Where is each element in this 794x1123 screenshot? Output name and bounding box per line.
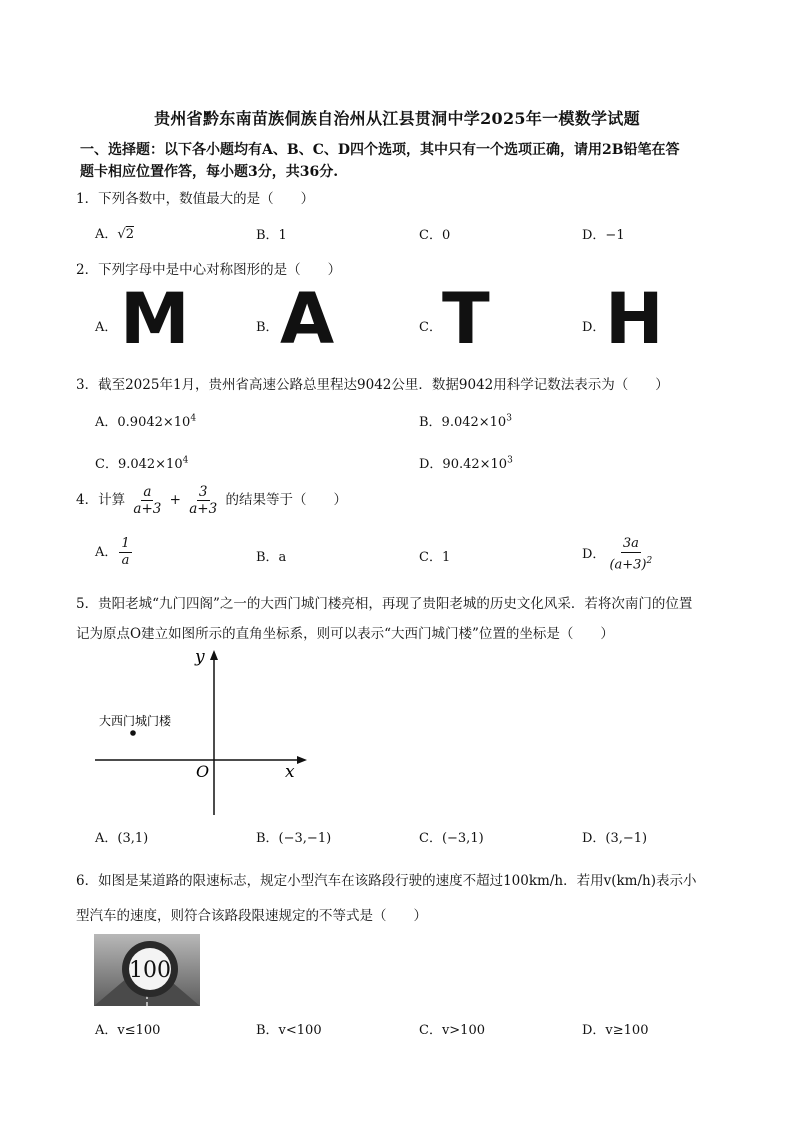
q4-stem-suffix: 的结果等于（ ） [225,492,347,508]
q4-a-num: 1 [121,536,130,551]
y-axis-arrow [210,650,218,660]
q6-option-b[interactable]: B．v<100 [256,1023,322,1038]
q4-option-d[interactable] [582,536,656,573]
q6-option-c[interactable]: C．v>100 [419,1023,485,1038]
point-daximen [130,730,136,736]
q4-frac2-den: a+3 [189,501,218,517]
question-2-stem: 2．下列字母中是中心对称图形的是（ ） [76,262,342,278]
question-4-stem [76,484,347,517]
q1-option-a[interactable] [95,223,134,242]
q4-option-a-label: A． [95,545,118,560]
q1-option-a-label: A． [95,227,118,242]
q4-d-den-exp: 2 [646,556,653,566]
x-axis-label: x [285,762,295,782]
q2-option-b-label[interactable]: B． [256,320,279,335]
letter-a: A [280,278,335,360]
q4-option-a[interactable] [95,536,134,569]
sqrt-symbol: √2 [117,227,134,242]
question-5-line2: 记为原点O建立如图所示的直角坐标系，则可以表示“大西门城门楼”位置的坐标是（ ） [76,626,614,642]
q3-option-d-text: D．90.42×10 [419,457,508,472]
speed-limit-value: 100 [129,958,171,983]
sqrt-radicand: 2 [125,227,134,242]
q4-frac1-num: a [143,484,152,500]
q4-option-a-fraction [119,536,131,569]
section-header-line2: 题卡相应位置作答，每小题3分，共36分. [80,164,339,180]
q4-fraction-1 [131,484,163,517]
q4-frac2-num: 3 [198,484,208,500]
q4-option-c[interactable]: C．1 [419,550,451,565]
x-axis-arrow [297,756,307,764]
question-6-line1: 6．如图是某道路的限速标志，规定小型汽车在该路段行驶的速度不超过100km/h．若用v(km/h)表示小 [76,873,697,889]
q4-option-d-label: D． [582,547,606,563]
q5-option-d[interactable]: D．(3,−1) [582,831,648,846]
q1-option-c[interactable]: C．0 [419,228,451,243]
q6-option-d[interactable]: D．v≥100 [582,1023,649,1038]
question-5-line1: 5．贵阳老城“九门四阁”之一的大西门城门楼亮相，再现了贵阳老城的历史文化风采．若将次南门的位置 [76,596,693,612]
q4-plus: + [169,492,181,508]
q3-option-a-exp: 4 [190,413,197,424]
question-6-line2: 型汽车的速度，则符合该路段限速规定的不等式是（ ） [76,908,427,924]
q3-option-b[interactable] [419,411,512,430]
q4-frac1-den: a+3 [133,501,162,517]
q4-option-b[interactable]: B．a [256,550,287,565]
q5-option-c[interactable]: C．(−3,1) [419,831,484,846]
q6-option-a[interactable]: A．v≤100 [95,1023,161,1038]
q1-option-b[interactable]: B．1 [256,228,287,243]
q3-option-c-text: C．9.042×10 [95,457,183,472]
q3-option-d-exp: 3 [507,455,513,466]
question-1-stem: 1．下列各数中，数值最大的是（ ） [76,191,315,207]
q4-option-d-fraction [607,536,654,573]
q2-option-c-label[interactable]: C． [419,320,442,335]
q3-option-c-exp: 4 [182,455,189,466]
y-axis-label: y [195,647,205,667]
q3-option-d[interactable] [419,453,513,472]
q2-option-a-label[interactable]: A． [95,320,118,335]
speed-limit-photo [94,934,200,1006]
page-title: 贵州省黔东南苗族侗族自治州从江县贯洞中学2025年一模数学试题 [154,109,640,128]
q5-option-b[interactable]: B．(−3,−1) [256,831,332,846]
q4-d-den [607,553,654,573]
section-header-line1: 一、选择题：以下各小题均有A、B、C、D四个选项，其中只有一个选项正确，请用2B铅笔在答 [80,142,680,158]
q4-fraction-2 [187,484,219,517]
q4-a-den: a [121,553,130,568]
q3-option-a-text: A．0.9042×10 [95,415,191,430]
q3-option-b-text: B．9.042×10 [419,415,507,430]
origin-label: O [196,762,210,781]
q4-d-den-base: (a+3) [609,557,647,573]
q3-option-b-exp: 3 [506,413,512,424]
q1-option-d[interactable]: D．−1 [582,228,625,243]
q2-option-d-label[interactable]: D． [582,320,606,335]
q3-option-c[interactable] [95,453,188,472]
letter-t: T [442,278,490,360]
q4-stem-prefix: 4．计算 [76,492,126,508]
q5-option-a[interactable]: A．(3,1) [95,831,149,846]
coordinate-figure [85,645,315,815]
point-label: 大西门城门楼 [99,714,172,728]
letter-m: M [120,278,190,360]
q4-d-num: 3a [622,536,639,551]
q3-option-a[interactable] [95,411,196,430]
question-3-stem: 3．截至2025年1月，贵州省高速公路总里程达9042公里．数据9042用科学记数法表示为（ ） [76,377,669,393]
letter-h: H [605,278,664,360]
